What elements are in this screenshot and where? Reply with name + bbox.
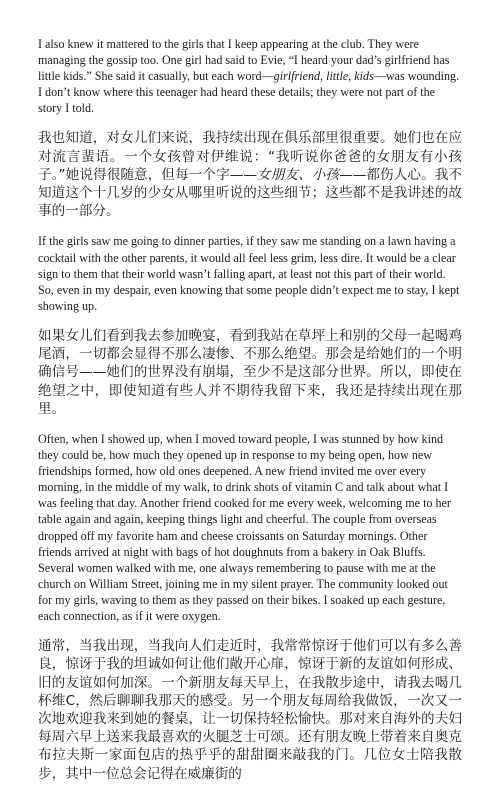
english-paragraph: [38, 36, 462, 116]
text-segment: ——都伤人心。我不知道这个十几岁的少女从哪里听说的这些细节；这些都不是我讲述的故事的一部分。: [38, 166, 463, 220]
text-segment: —was wounding. I don’t know where this teenager had heard these details; they were not part of the story I told.: [38, 69, 460, 116]
chinese-paragraph: [38, 129, 462, 220]
chinese-paragraph: [38, 327, 462, 418]
english-paragraph: [38, 233, 462, 313]
text-segment: 我也知道，对女儿们来说，我持续出现在俱乐部里很重要。她们也在应对流言蜚语。一个女孩曾对伊维说：“我听说你爸爸的女朋友有小孩子。”她说得很随意，但每一个字——: [38, 130, 462, 183]
text-segment: If the girls saw me going to dinner parties, if they saw me standing on a lawn having a cocktail with the other parents, it would all feel less grim, less dire. It would be a clear sign to them that their world wasn’t falling apart, at least not this part of their world. So, even in my despair, even knowing that some people didn’t expect me to stay, I kept showing up.: [38, 234, 460, 313]
italic-text-segment: 女朋友、小孩: [256, 166, 340, 183]
text-segment: I also knew it mattered to the girls that I keep appearing at the club. They were managing the gossip too. One girl had said to Evie, “I heard your dad’s girlfriend has little kids.” She said it casually, but each word—: [38, 37, 450, 84]
text-segment: 通常，当我出现，当我向人们走近时，我常常惊讶于他们可以有多么善良，惊讶于我的坦诚如何让他们敞开心扉，惊讶于新的友谊如何形成、旧的友谊如何加深。一个新朋友每天早上，在我散步途中，请我去喝几杯维C，然后聊聊我那天的感受。另一个朋友每周给我做饭，一次又一次地欢迎我来到她的餐桌，让一切保持轻松愉快。那对来自海外的夫妇每周六早上送来我最喜欢的火腿芝士可颂。还有朋友晚上带着来自奥克布拉夫斯一家面包店的热乎乎的甜甜圈来敲我的门。几位女士陪我散步，其中一位总会记得在威廉街的: [38, 638, 462, 782]
text-segment: Often, when I showed up, when I moved toward people, I was stunned by how kind they could be, how much they opened up in response to my being open, how new friendships formed, how old ones deepened. A new friend invited me over every morning, in the middle of my walk, to drink shots of vitamin C and talk about what I was feeling that day. Another friend cooked for me every week, welcoming me to her table again and again, keeping things light and cheerful. The couple from overseas dropped off my favorite ham and cheese croissants on Saturday mornings. Other friends arrived at night with bags of hot doughnuts from a bakery in Oak Bluffs. Several women walked with me, one always remembering to pause with me at the church on William Street, joining me in my silent prayer. The community looked out for my girls, waving to them as they passed on their bikes. I soaked up each gesture, each connection, as if it were oxygen.: [38, 431, 451, 623]
english-paragraph: [38, 431, 462, 624]
italic-text-segment: girlfriend, little, kids: [273, 69, 374, 84]
text-segment: 如果女儿们看到我去参加晚宴，看到我站在草坪上和别的父母一起喝鸡尾酒，一切都会显得不那么凄惨、不那么绝望。那会是给她们的一个明确信号——她们的世界没有崩塌，至少不是这部分世界。所以，即使在绝望之中，即使知道有些人并不期待我留下来，我还是持续出现在那里。: [38, 327, 462, 417]
chinese-paragraph: [38, 637, 462, 783]
document-page: [38, 36, 462, 796]
